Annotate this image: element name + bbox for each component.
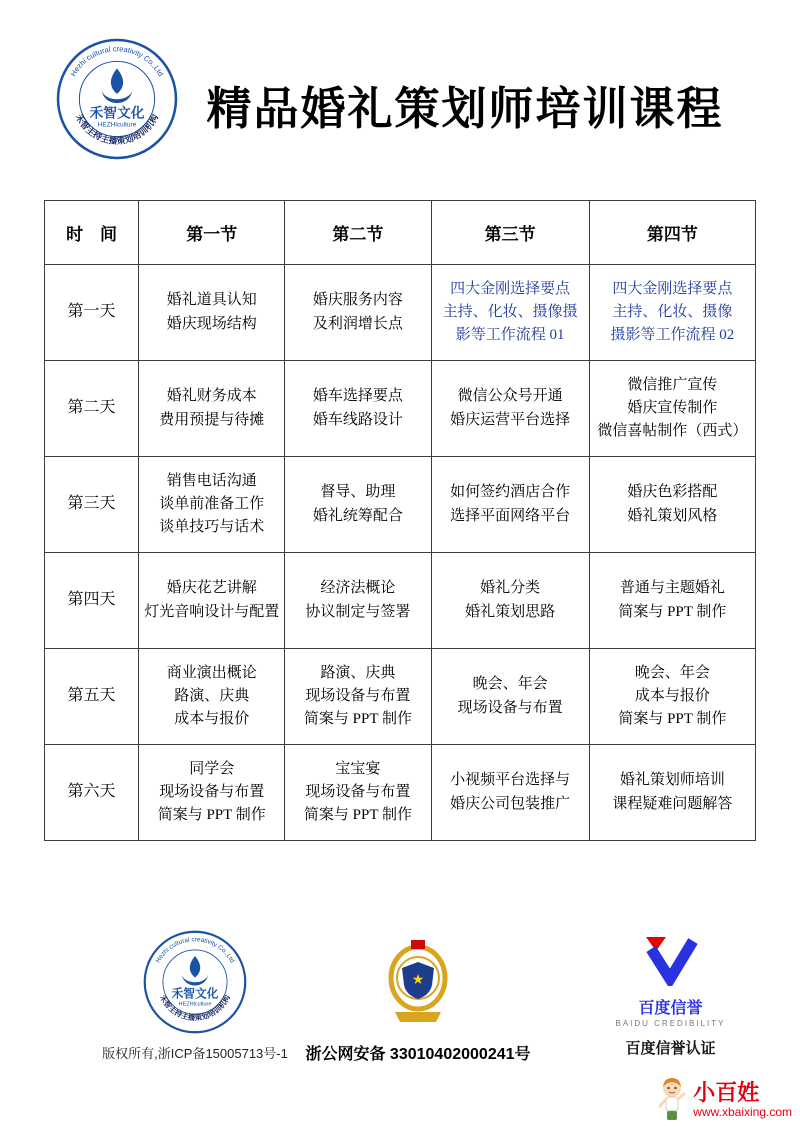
column-header: 时 间 [45, 201, 139, 265]
day-label: 第六天 [45, 745, 139, 841]
column-header: 第二节 [285, 201, 431, 265]
logo-ring-top-text: Hezhi cultural creativity Co.,Ltd [154, 936, 236, 965]
police-badge-icon [382, 938, 454, 1028]
course-cell: 婚礼道具认知 婚庆现场结构 [139, 265, 285, 361]
day-label: 第五天 [45, 649, 139, 745]
course-cell: 同学会 现场设备与布置 简案与 PPT 制作 [139, 745, 285, 841]
baidu-credit-subtitle: BAIDU CREDIBILITY [615, 1019, 726, 1028]
course-cell: 四大金刚选择要点 主持、化妆、摄像摄 影等工作流程 01 [431, 265, 589, 361]
hezhi-logo-image [56, 38, 178, 160]
logo-name-cn: 禾智文化 [171, 987, 219, 1001]
svg-text:★: ★ [411, 973, 425, 988]
table-row [45, 649, 756, 745]
footer-baidu-block [588, 934, 753, 1058]
course-cell: 婚庆服务内容 及利润增长点 [285, 265, 431, 361]
column-header: 第一节 [139, 201, 285, 265]
course-cell: 婚车选择要点 婚车线路设计 [285, 361, 431, 457]
table-row [45, 553, 756, 649]
course-cell: 婚庆色彩搭配 婚礼策划风格 [589, 457, 755, 553]
hezhi-logo-footer-image [143, 930, 247, 1034]
day-label: 第一天 [45, 265, 139, 361]
logo-ring-bottom-text: 禾智主持主播策划培训机构 [73, 112, 161, 146]
day-label: 第三天 [45, 457, 139, 553]
course-table-body [45, 265, 756, 841]
course-cell: 如何签约酒店合作 选择平面网络平台 [431, 457, 589, 553]
baidu-credit-title: 百度信誉 [638, 1000, 703, 1017]
course-cell: 小视频平台选择与 婚庆公司包装推广 [431, 745, 589, 841]
day-label: 第四天 [45, 553, 139, 649]
column-header: 第三节 [431, 201, 589, 265]
course-cell: 四大金刚选择要点 主持、化妆、摄像 摄影等工作流程 02 [589, 265, 755, 361]
course-cell: 销售电话沟通 谈单前准备工作 谈单技巧与话术 [139, 457, 285, 553]
table-row [45, 265, 756, 361]
footer-police-block [268, 938, 568, 1064]
watermark-mascot-icon [657, 1076, 687, 1124]
course-table-head-row [45, 201, 756, 265]
site-watermark [657, 1076, 792, 1124]
watermark-site-name: 小百姓 [693, 1079, 760, 1105]
logo-name-en: HEZHlculture [97, 121, 137, 129]
table-row [45, 745, 756, 841]
course-cell: 经济法概论 协议制定与签署 [285, 553, 431, 649]
course-cell: 晚会、年会 现场设备与布置 [431, 649, 589, 745]
baidu-credibility-icon [643, 934, 699, 986]
course-cell: 晚会、年会 成本与报价 简案与 PPT 制作 [589, 649, 755, 745]
course-table [44, 200, 756, 841]
course-cell: 微信推广宣传 婚庆宣传制作 微信喜帖制作（西式） [589, 361, 755, 457]
page-title: 精品婚礼策划师培训课程 [206, 84, 724, 134]
watermark-site-url: www.xbaixing.com [693, 1105, 792, 1120]
course-cell: 普通与主题婚礼 简案与 PPT 制作 [589, 553, 755, 649]
logo-name-cn: 禾智文化 [89, 105, 145, 121]
column-header: 第四节 [589, 201, 755, 265]
course-cell: 督导、助理 婚礼统筹配合 [285, 457, 431, 553]
hezhi-logo-footer [143, 930, 247, 1034]
logo-name-en: HEZHlculture [178, 1001, 212, 1008]
course-cell: 商业演出概论 路演、庆典 成本与报价 [139, 649, 285, 745]
police-record-text: 浙公网安备 33010402000241号 [305, 1046, 531, 1063]
course-cell: 婚礼财务成本 费用预提与待摊 [139, 361, 285, 457]
table-row [45, 361, 756, 457]
course-cell: 婚礼策划师培训 课程疑难问题解答 [589, 745, 755, 841]
day-label: 第二天 [45, 361, 139, 457]
baidu-certified-text: 百度信誉认证 [625, 1040, 716, 1057]
logo-ring-top-text: Hezhi cultural creativity Co.,Ltd [68, 44, 166, 78]
table-row [45, 457, 756, 553]
logo-ring-bottom-text: 禾智主持主播策划培训机构 [157, 993, 233, 1023]
icp-copyright-text: 版权所有,浙ICP备15005713号-1 [102, 1046, 288, 1061]
course-cell: 婚庆花艺讲解 灯光音响设计与配置 [139, 553, 285, 649]
hezhi-logo [56, 38, 178, 160]
course-cell: 婚礼分类 婚礼策划思路 [431, 553, 589, 649]
course-cell: 路演、庆典 现场设备与布置 简案与 PPT 制作 [285, 649, 431, 745]
course-cell: 微信公众号开通 婚庆运营平台选择 [431, 361, 589, 457]
course-cell: 宝宝宴 现场设备与布置 简案与 PPT 制作 [285, 745, 431, 841]
